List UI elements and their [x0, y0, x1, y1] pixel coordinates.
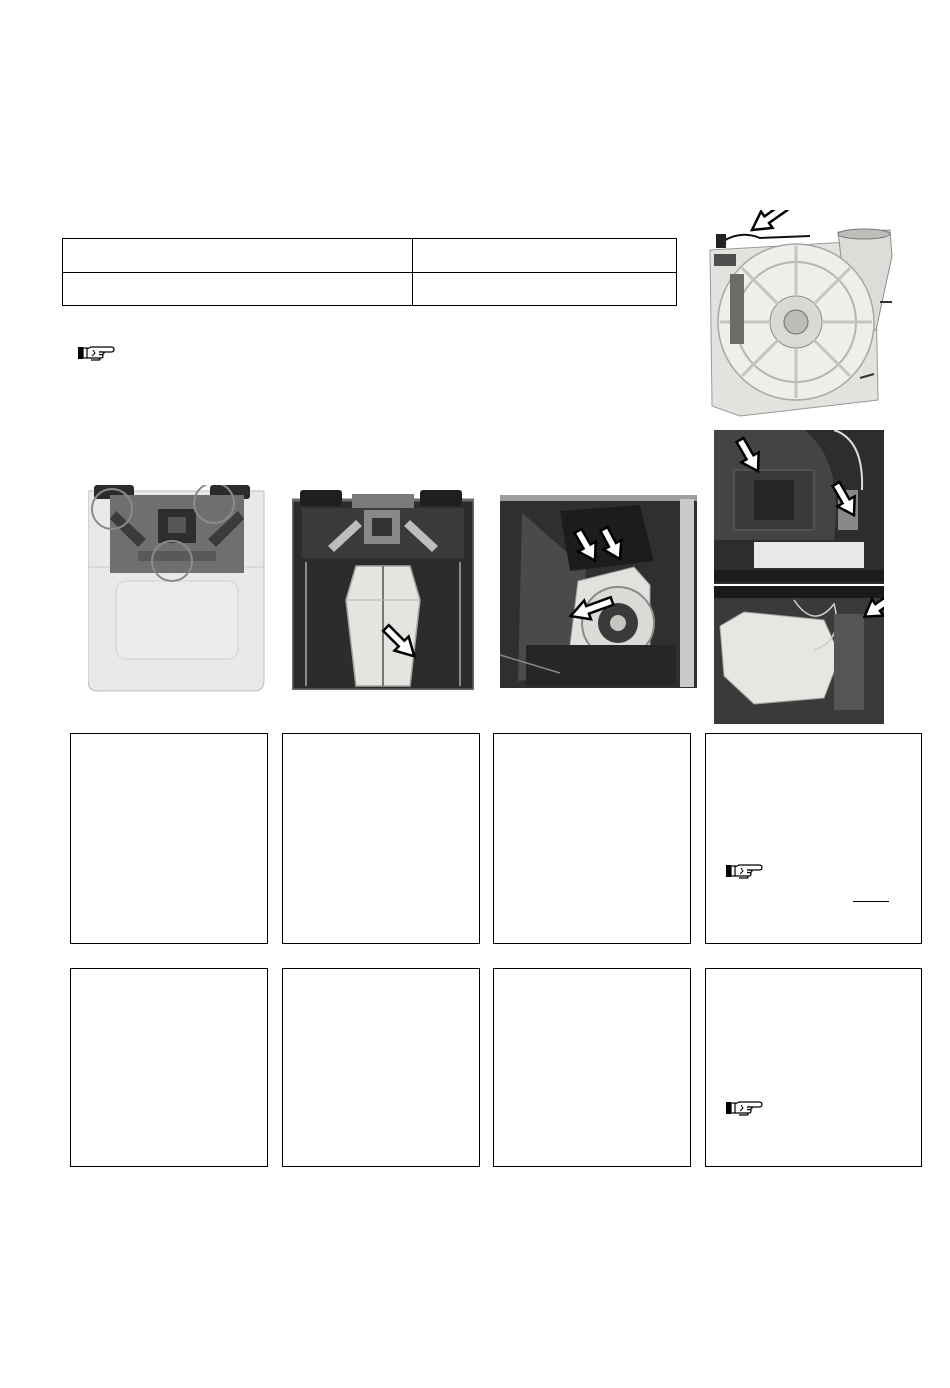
step-box-6 — [282, 968, 480, 1167]
table-cell — [63, 272, 413, 306]
pointing-hand-icon — [725, 1099, 763, 1117]
step-box-3 — [493, 733, 691, 944]
step-box-8 — [705, 968, 922, 1167]
step-box-2 — [282, 733, 480, 944]
unit-front-photo — [88, 485, 266, 695]
table-row — [63, 272, 677, 306]
fan-removal-photo — [500, 495, 697, 688]
pointing-hand-icon — [77, 344, 115, 362]
table-cell — [63, 239, 413, 273]
table-row — [63, 239, 677, 273]
step-box-1 — [70, 733, 268, 944]
step-box-4 — [705, 733, 922, 944]
table-cell — [413, 239, 677, 273]
fan-module-photo — [700, 210, 900, 428]
table-cell — [413, 272, 677, 306]
step-box-5 — [70, 968, 268, 1167]
step-box-7 — [493, 968, 691, 1167]
unit-open-photo — [292, 490, 474, 690]
underline-mark — [853, 901, 889, 902]
parts-table — [62, 238, 677, 306]
pointing-hand-icon — [725, 862, 763, 880]
fan-detail-photos — [714, 430, 884, 724]
